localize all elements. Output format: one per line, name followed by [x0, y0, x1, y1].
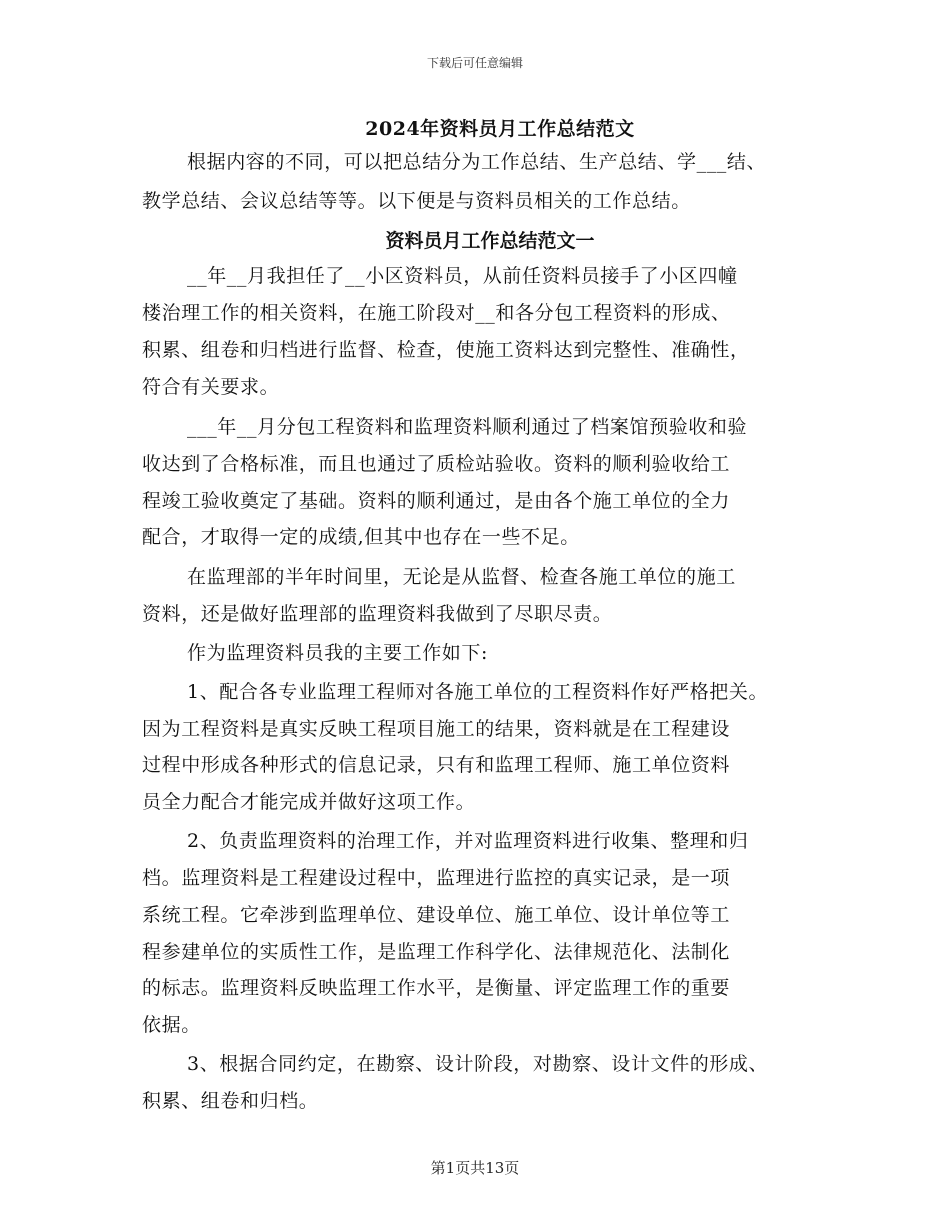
- body-line: 符合有关要求。: [142, 376, 280, 398]
- body-line: 根据内容的不同，可以把总结分为工作总结、生产总结、学___结、: [187, 151, 767, 173]
- body-line: 过程中形成各种形式的信息记录，只有和监理工程师、施工单位资料: [142, 754, 731, 776]
- body-line: 配合，才取得一定的成绩,但其中也存在一些不足。: [142, 526, 580, 548]
- body-line: 员全力配合才能完成并做好这项工作。: [142, 791, 476, 813]
- body-line: ___年__月分包工程资料和监理资料顺利通过了档案馆预验收和验: [187, 416, 748, 438]
- page-footer: 第1页共13页: [430, 1159, 520, 1177]
- section-title: 资料员月工作总结范文一: [385, 230, 595, 252]
- body-line: 因为工程资料是真实反映工程项目施工的结果，资料就是在工程建设: [142, 718, 731, 740]
- body-line: __年__月我担任了__小区资料员，从前任资料员接手了小区四幢: [187, 265, 738, 287]
- body-line: 2、负责监理资料的治理工作，并对监理资料进行收集、整理和归: [187, 830, 749, 852]
- body-line: 程参建单位的实质性工作，是监理工作科学化、法律规范化、法制化: [142, 941, 731, 963]
- body-line: 作为监理资料员我的主要工作如下:: [187, 642, 489, 664]
- body-line: 的标志。监理资料反映监理工作水平，是衡量、评定监理工作的重要: [142, 977, 731, 999]
- body-line: 资料，还是做好监理部的监理资料我做到了尽职尽责。: [142, 603, 613, 625]
- body-line: 程竣工验收奠定了基础。资料的顺利通过，是由各个施工单位的全力: [142, 490, 731, 512]
- body-line: 系统工程。它牵涉到监理单位、建设单位、施工单位、设计单位等工: [142, 904, 731, 926]
- body-line: 楼治理工作的相关资料，在施工阶段对__和各分包工程资料的形成、: [142, 302, 731, 324]
- body-line: 积累、组卷和归档进行监督、检查，使施工资料达到完整性、准确性，: [142, 339, 750, 361]
- body-line: 在监理部的半年时间里，无论是从监督、检查各施工单位的施工: [187, 566, 736, 588]
- header-note: 下载后可任意编辑: [426, 56, 523, 70]
- body-line: 1、配合各专业监理工程师对各施工单位的工程资料作好严格把关。: [187, 681, 769, 703]
- body-line: 档。监理资料是工程建设过程中，监理进行监控的真实记录，是一项: [142, 867, 731, 889]
- body-line: 3、根据合同约定，在勘察、设计阶段，对勘察、设计文件的形成、: [187, 1053, 769, 1075]
- body-line: 收达到了合格标准，而且也通过了质检站验收。资料的顺利验收给工: [142, 453, 731, 475]
- document-title: 2024年资料员月工作总结范文: [365, 118, 635, 140]
- body-line: 积累、组卷和归档。: [142, 1090, 319, 1112]
- body-line: 教学总结、会议总结等等。以下便是与资料员相关的工作总结。: [142, 190, 691, 212]
- body-line: 依据。: [142, 1014, 201, 1036]
